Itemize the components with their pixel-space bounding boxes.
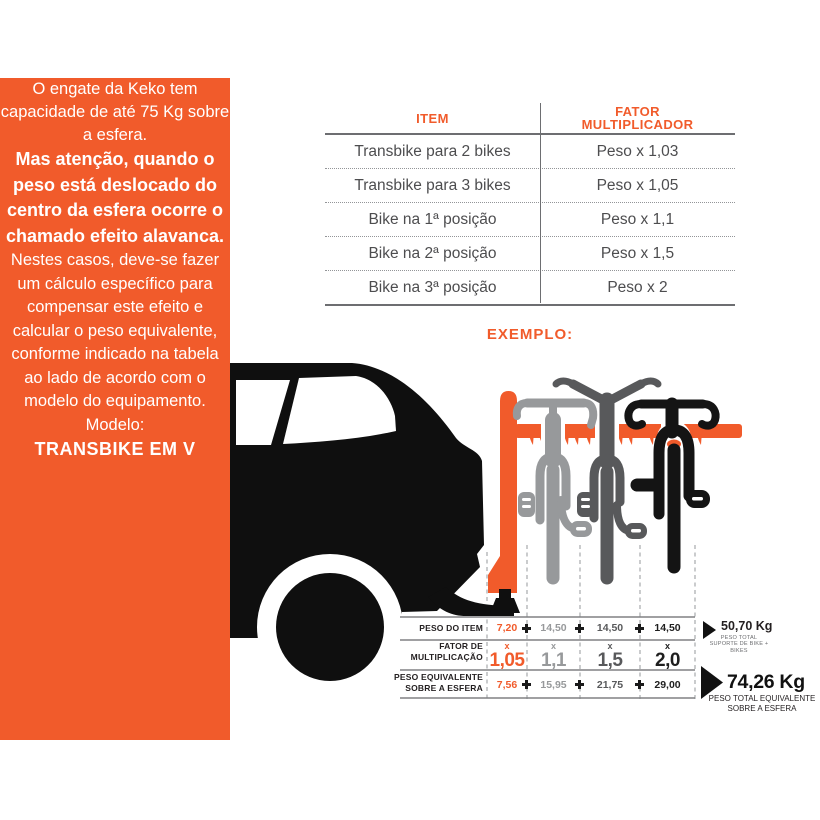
model-name: TRANSBIKE EM V bbox=[34, 438, 196, 459]
factor-cell: Peso x 1,03 bbox=[596, 142, 679, 160]
peso-equivalente-value: 15,95 bbox=[540, 678, 567, 691]
column-divider bbox=[540, 103, 541, 303]
peso-equivalente-value: 7,56 bbox=[496, 678, 518, 691]
header-factor: FATOR MULTIPLICADOR bbox=[581, 104, 694, 132]
plus-icon bbox=[522, 680, 531, 689]
item-cell: Transbike para 3 bikes bbox=[354, 176, 511, 194]
item-cell: Bike na 2ª posição bbox=[368, 244, 497, 262]
calc-label-fator: FATOR DE MULTIPLICAÇÃO bbox=[410, 641, 483, 662]
subtotal-caption: PESO TOTAL SUPORTE DE BIKE + BIKES bbox=[709, 634, 769, 655]
sidebar bbox=[0, 78, 230, 740]
plus-icon bbox=[575, 624, 584, 633]
peso-item-value: 14,50 bbox=[540, 622, 567, 634]
factor-cell: Peso x 1,05 bbox=[596, 176, 679, 194]
factor-table-header bbox=[325, 103, 735, 135]
calc-label-peso-item: PESO DO ITEM bbox=[419, 622, 483, 633]
total-caption: PESO TOTAL EQUIVALENTE SOBRE A ESFERA bbox=[708, 693, 816, 713]
table-row bbox=[325, 237, 735, 271]
subtotal-value: 50,70 Kg bbox=[721, 619, 773, 633]
peso-item-value: 14,50 bbox=[596, 622, 624, 634]
sidebar-intro-text: O engate da Keko tem capacidade de até 75 Kg sobre a esfera. bbox=[0, 80, 230, 144]
bike-3 bbox=[628, 404, 715, 567]
item-cell: Bike na 3ª posição bbox=[368, 278, 497, 296]
table-row bbox=[325, 169, 735, 203]
table-row bbox=[325, 135, 735, 169]
example-title: EXEMPLO: bbox=[486, 326, 574, 343]
sidebar-warning-text: Mas atenção, quando o peso está deslocado do centro da esfera ocorre o chamado efeito alavanca. bbox=[5, 149, 225, 246]
fator-value: x 2,0 bbox=[655, 641, 680, 671]
peso-item-value: 7,20 bbox=[496, 622, 518, 634]
factor-cell: Peso x 1,1 bbox=[600, 210, 675, 228]
header-item: ITEM bbox=[416, 110, 449, 126]
plus-icon bbox=[522, 624, 531, 633]
peso-item-value: 14,50 bbox=[654, 622, 681, 634]
plus-icon bbox=[635, 680, 644, 689]
factor-cell: Peso x 2 bbox=[607, 278, 668, 296]
fator-value: x 1,5 bbox=[597, 641, 623, 671]
factor-table bbox=[325, 103, 735, 306]
peso-equivalente-value: 21,75 bbox=[596, 678, 624, 691]
model-label: Modelo: bbox=[85, 415, 145, 434]
total-value: 74,26 Kg bbox=[727, 671, 805, 693]
peso-equivalente-value: 29,00 bbox=[654, 678, 681, 691]
table-row bbox=[325, 271, 735, 306]
item-cell: Transbike para 2 bikes bbox=[354, 142, 511, 160]
fator-value: x 1,1 bbox=[541, 641, 566, 671]
plus-icon bbox=[575, 680, 584, 689]
fator-value: x 1,05 bbox=[489, 641, 525, 671]
item-cell: Bike na 1ª posição bbox=[368, 210, 497, 228]
table-row bbox=[325, 203, 735, 237]
sidebar-body-text: Nestes casos, deve-se fazer um cálculo específico para compensar este efeito e calcular o peso equivalente, conforme indicado na tabela ao lado de acordo com o modelo do equipamento. bbox=[10, 251, 220, 410]
car-wheel bbox=[276, 573, 384, 681]
plus-icon bbox=[635, 624, 644, 633]
factor-cell: Peso x 1,5 bbox=[600, 244, 675, 262]
calc-label-equivalente: PESO EQUIVALENTE SOBRE A ESFERA bbox=[393, 671, 483, 693]
